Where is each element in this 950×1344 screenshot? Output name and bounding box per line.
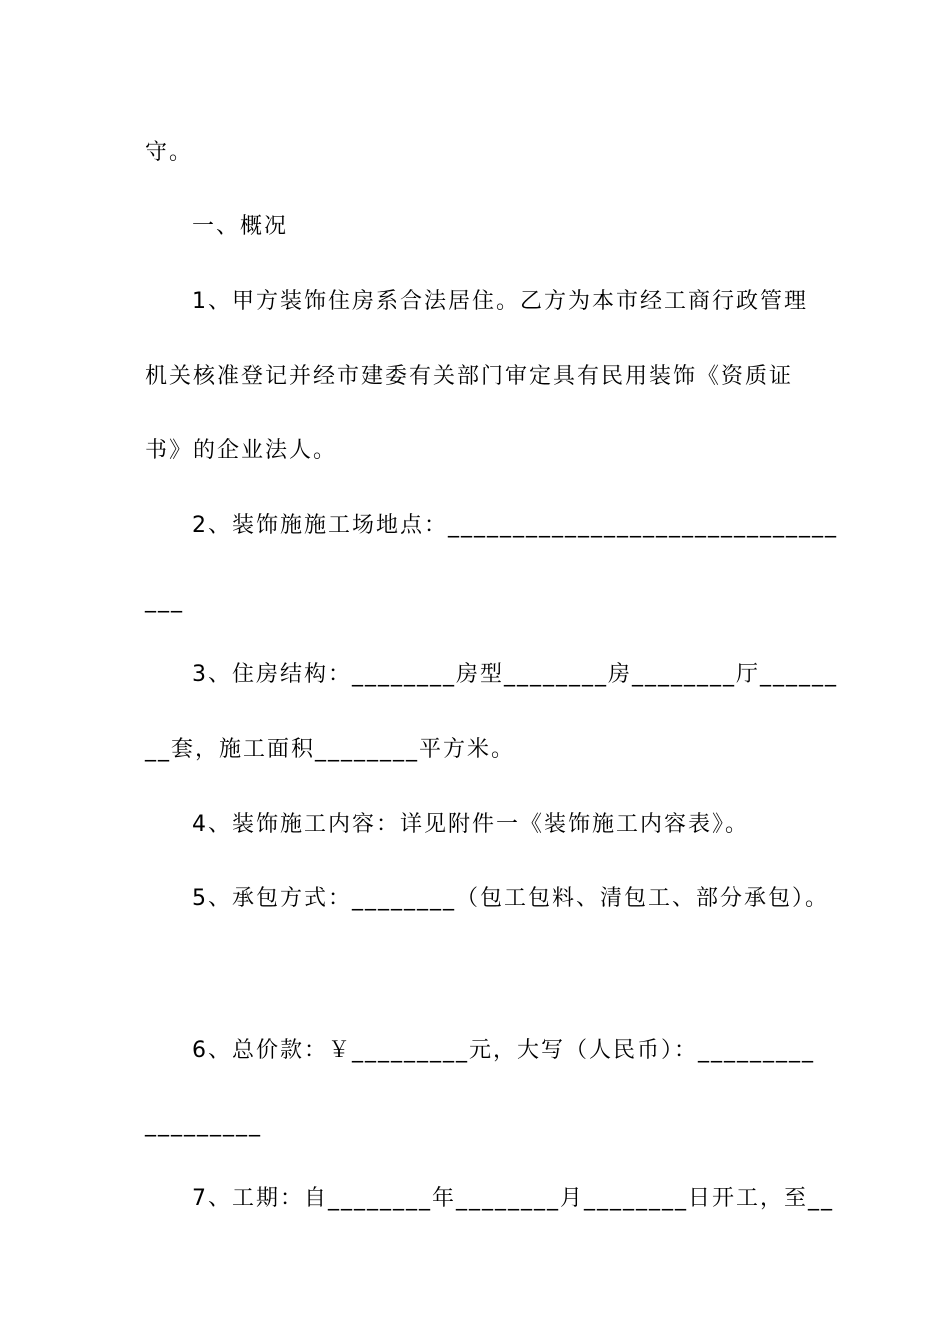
section-heading: 一、概况 [192, 214, 289, 239]
clause-1-line-3: 书》的企业法人。 [145, 438, 338, 463]
clause-6-line-2: _________ [145, 1112, 262, 1137]
clause-2-line-1: 2、装饰施施工场地点：______________________________ [192, 513, 838, 538]
clause-5-line: 5、承包方式：________（包工包料、清包工、部分承包）。 [192, 886, 829, 911]
clause-2-line-2: ___ [145, 588, 184, 613]
text-line: 守。 [145, 140, 194, 165]
clause-7-line-1: 7、工期：自________年________月________日开工，至__ [192, 1186, 834, 1211]
clause-1-line-2: 机关核准登记并经市建委有关部门审定具有民用装饰《资质证 [145, 364, 794, 389]
clause-3-line-2: __套，施工面积________平方米。 [145, 737, 516, 762]
clause-4-line: 4、装饰施工内容：详见附件一《装饰施工内容表》。 [192, 812, 749, 837]
clause-6-line-1: 6、总价款：￥_________元，大写（人民币）：_________ [192, 1038, 815, 1063]
clause-3-line-1: 3、住房结构：________房型________房________厅______ [192, 662, 838, 687]
clause-1-line-1: 1、甲方装饰住房系合法居住。乙方为本市经工商行政管理 [192, 289, 808, 314]
